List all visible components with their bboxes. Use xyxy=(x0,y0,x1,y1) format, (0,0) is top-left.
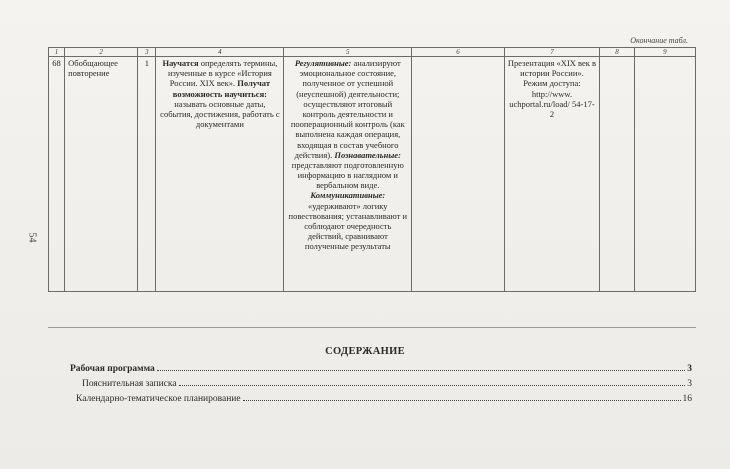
lesson-topic-cell: Обобщающее повторение xyxy=(65,57,138,292)
toc-leader-dots xyxy=(243,392,681,401)
toc-item[interactable] xyxy=(70,377,692,391)
toc-leader-dots xyxy=(179,377,686,386)
toc-item-page: 16 xyxy=(682,394,692,404)
learn-label: Научатся xyxy=(162,58,199,68)
table-of-contents xyxy=(70,362,692,407)
regulatory-label: Регулятивные: xyxy=(294,58,352,68)
column-header: 2 xyxy=(65,48,138,57)
table-row xyxy=(49,57,696,292)
column-header: 8 xyxy=(600,48,634,57)
uud-cell xyxy=(284,57,412,292)
column-header: 6 xyxy=(412,48,504,57)
toc-item[interactable] xyxy=(70,392,692,406)
toc-title: СОДЕРЖАНИЕ xyxy=(325,346,405,357)
lesson-plan-table xyxy=(48,47,696,292)
empty-cell-9 xyxy=(634,57,695,292)
toc-item-label: Календарно-тематическое планирование xyxy=(76,394,241,404)
communicative-label: Коммуникативные: xyxy=(310,190,386,201)
resources-cell: Презентация «XIX век в истории России». Режим доступа: http://www. uchportal.ru/load/ 54-17-2 xyxy=(504,57,600,292)
subject-results-cell xyxy=(156,57,284,292)
toc-item-page: 3 xyxy=(687,379,692,389)
cognitive-label: Познавательные: xyxy=(334,149,401,160)
toc-item-page: 3 xyxy=(687,364,692,374)
divider xyxy=(48,327,696,328)
lesson-number-cell: 68 xyxy=(49,57,65,292)
learn-text: определять термины, изученные в курсе «История России. XIX век». xyxy=(167,58,278,89)
toc-item-label: Рабочая программа xyxy=(70,364,155,374)
column-header: 5 xyxy=(284,48,412,57)
empty-cell-8 xyxy=(600,57,634,292)
column-header: 4 xyxy=(156,48,284,57)
column-header: 1 xyxy=(49,48,65,57)
communicative-text: «удерживают» логику повествования; устанавливают и соблюдают очередность действий, сравнивают полученные результаты xyxy=(288,200,408,252)
hours-cell: 1 xyxy=(138,57,156,292)
toc-item-label: Пояснительная записка xyxy=(82,379,177,389)
column-header: 3 xyxy=(138,48,156,57)
opportunity-label: Получат возможность научиться: xyxy=(172,78,271,99)
regulatory-text: анализируют эмоциональное состояние, полученное от успешной (неуспешной) деятельности; осуществляют итоговый контроль деятельности и пооперационный контроль (как выполнена каждая операция, входящая в состав учебного действия). xyxy=(290,58,405,160)
empty-cell-6 xyxy=(412,57,504,292)
cognitive-text: представляют подготовленную информацию в наглядном и вербальном виде. xyxy=(291,159,404,191)
toc-leader-dots xyxy=(157,362,685,371)
column-header: 9 xyxy=(634,48,695,57)
toc-item[interactable] xyxy=(70,362,692,376)
table-continuation-note: Окончание табл. xyxy=(630,36,688,45)
page-number: 54 xyxy=(26,232,38,243)
column-header: 7 xyxy=(504,48,600,57)
table-header-row xyxy=(49,48,696,57)
opportunity-text: называть основные даты, события, достижения, работать с документами xyxy=(160,98,280,130)
